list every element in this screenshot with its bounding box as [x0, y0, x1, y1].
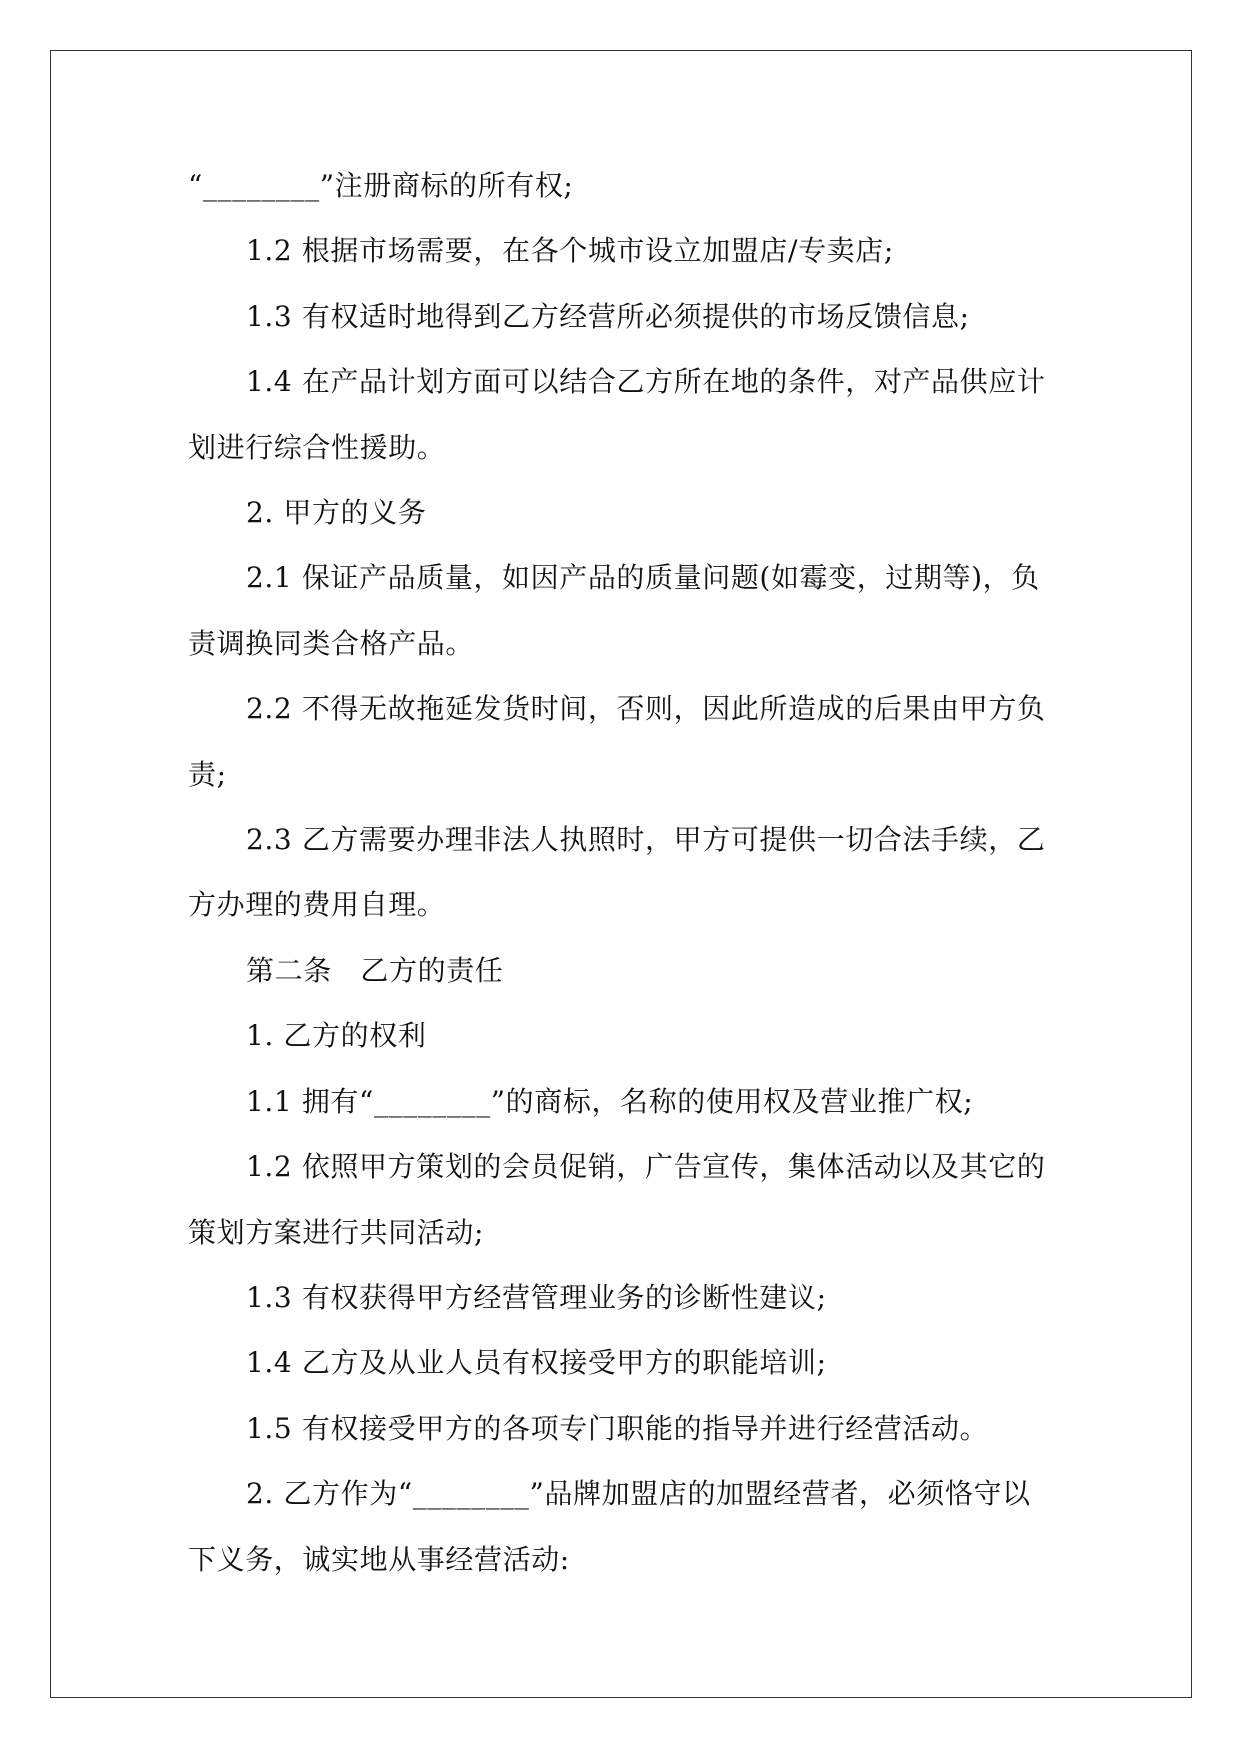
paragraph: 2.2 不得无故拖延发货时间，否则，因此所造成的后果由甲方负责; — [188, 692, 1046, 791]
paragraph: 1.4 乙方及从业人员有权接受甲方的职能培训; — [246, 1346, 827, 1380]
paragraph: 1.2 依照甲方策划的会员促销，广告宣传，集体活动以及其它的策划方案进行共同活动; — [188, 1150, 1046, 1249]
paragraph: 1.3 有权获得甲方经营管理业务的诊断性建议; — [246, 1280, 827, 1314]
paragraph: “________”注册商标的所有权; — [188, 169, 574, 202]
section-heading: 1. 乙方的权利 — [246, 1019, 427, 1053]
paragraph: 1.5 有权接受甲方的各项专门职能的指导并进行经营活动。 — [246, 1411, 989, 1445]
paragraph: 2.3 乙方需要办理非法人执照时，甲方可提供一切合法手续，乙方办理的费用自理。 — [188, 823, 1046, 922]
paragraph: 2.1 保证产品质量，如因产品的质量问题(如霉变，过期等)，负责调换同类合格产品。 — [188, 561, 1040, 660]
paragraph: 1.4 在产品计划方面可以结合乙方所在地的条件，对产品供应计划进行综合性援助。 — [188, 365, 1046, 464]
paragraph: 1.2 根据市场需要，在各个城市设立加盟店/专卖店; — [246, 234, 894, 268]
paragraph: 1.3 有权适时地得到乙方经营所必须提供的市场反馈信息; — [246, 299, 970, 333]
section-heading: 2. 甲方的义务 — [246, 496, 427, 530]
document-body — [188, 153, 1058, 1592]
article-heading: 第二条 乙方的责任 — [246, 953, 504, 987]
paragraph: 2. 乙方作为“________”品牌加盟店的加盟经营者，必须恪守以下义务，诚实地从事经营活动: — [188, 1477, 1031, 1576]
paragraph: 1.1 拥有“________”的商标，名称的使用权及营业推广权; — [246, 1084, 974, 1118]
